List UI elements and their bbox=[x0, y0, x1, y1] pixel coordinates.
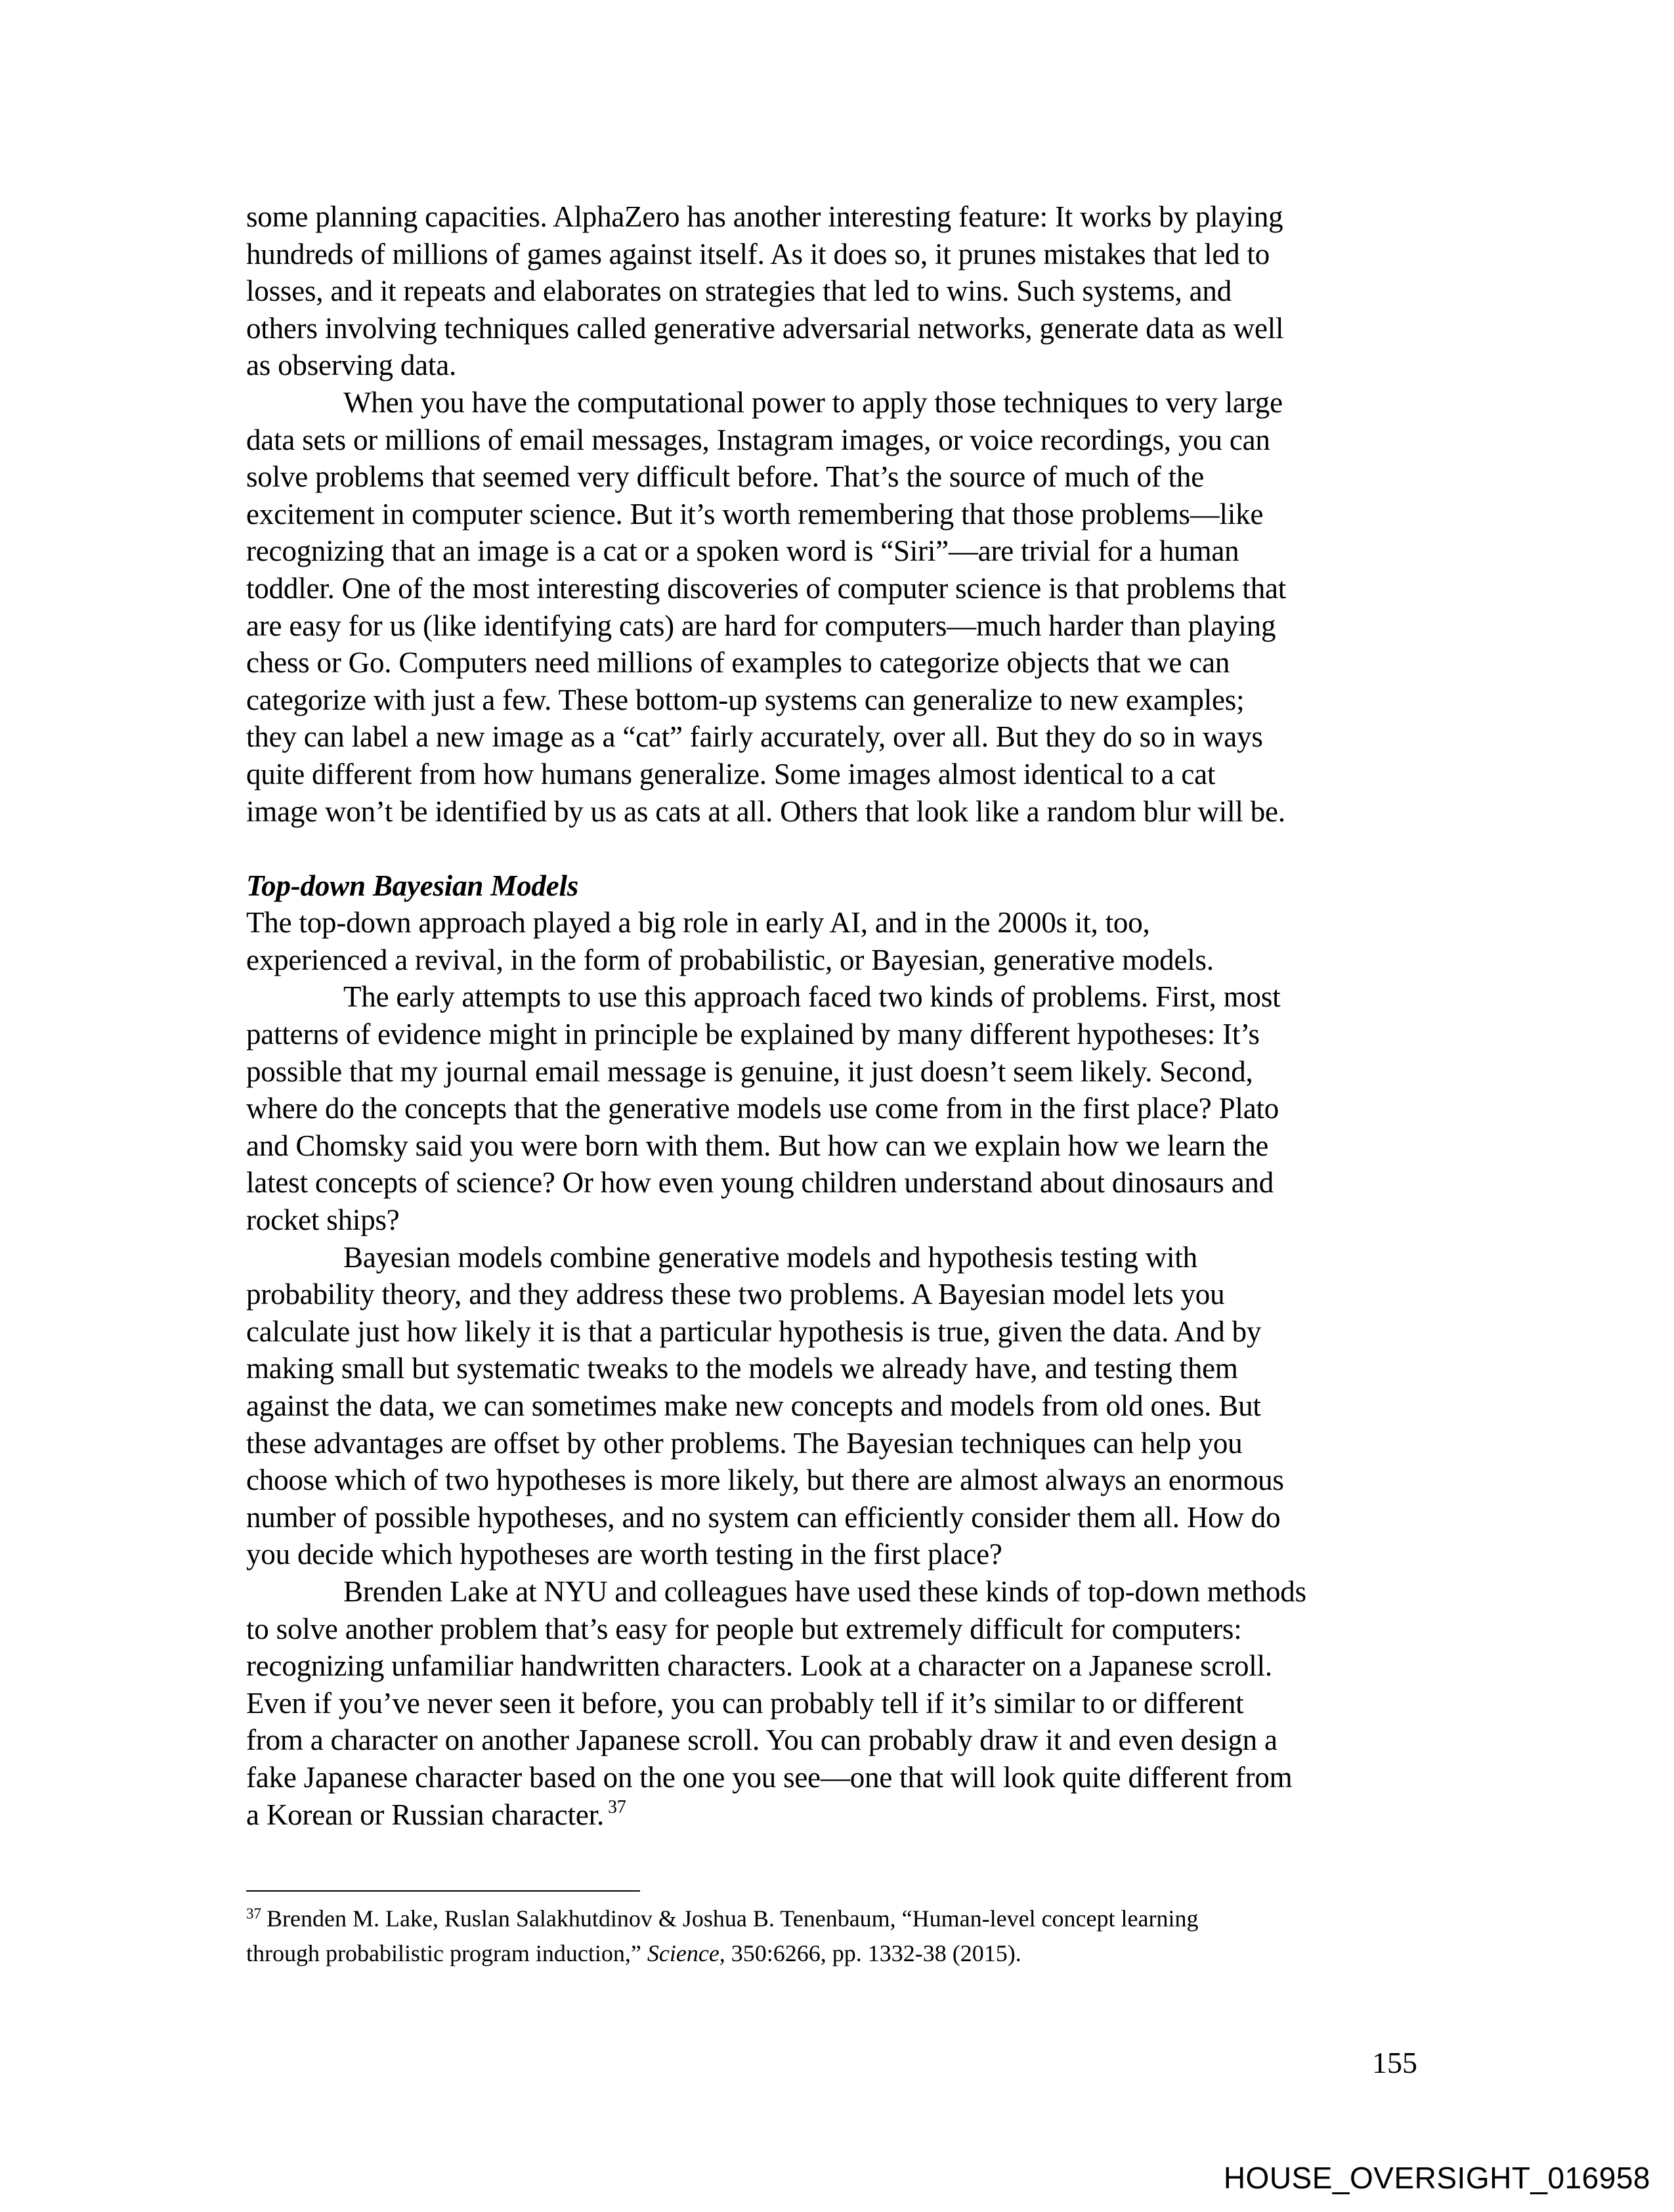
text-line: from a character on another Japanese scroll. You can probably draw it and even design a bbox=[246, 1724, 1277, 1757]
text-line: choose which of two hypotheses is more likely, but there are almost always an enormous bbox=[246, 1464, 1284, 1497]
paragraph bbox=[246, 1239, 1418, 1573]
footnote-journal: Science, bbox=[647, 1940, 725, 1966]
text-line: hundreds of millions of games against itself. As it does so, it prunes mistakes that led to bbox=[246, 237, 1270, 271]
text-line: excitement in computer science. But it’s worth remembering that those problems—like bbox=[246, 497, 1264, 531]
text-line: rocket ships? bbox=[246, 1204, 400, 1237]
text-line: as observing data. bbox=[246, 349, 457, 382]
text-line: experienced a revival, in the form of probabilistic, or Bayesian, generative models. bbox=[246, 943, 1214, 976]
text-line: data sets or millions of email messages, Instagram images, or voice recordings, you can bbox=[246, 423, 1270, 456]
text-line: toddler. One of the most interesting discoveries of computer science is that problems that bbox=[246, 571, 1287, 605]
text-line: Bayesian models combine generative models and hypothesis testing with bbox=[343, 1240, 1197, 1274]
text-line: they can label a new image as a “cat” fairly accurately, over all. But they do so in ways bbox=[246, 720, 1263, 754]
footnote bbox=[246, 1903, 1428, 1969]
text-line: patterns of evidence might in principle be explained by many different hypotheses: It’s bbox=[246, 1018, 1260, 1051]
text-line: some planning capacities. AlphaZero has another interesting feature: It works by playing bbox=[246, 200, 1283, 233]
text-line: losses, and it repeats and elaborates on strategies that led to wins. Such systems, and bbox=[246, 274, 1232, 308]
text-line: chess or Go. Computers need millions of examples to categorize objects that we can bbox=[246, 646, 1230, 680]
text-line: you decide which hypotheses are worth testing in the first place? bbox=[246, 1538, 1002, 1571]
text-line: making small but systematic tweaks to the models we already have, and testing them bbox=[246, 1352, 1238, 1385]
text-line: solve problems that seemed very difficult before. That’s the source of much of the bbox=[246, 460, 1204, 494]
text-line bbox=[246, 1796, 1418, 1838]
text-line: fake Japanese character based on the one you see—one that will look quite different from bbox=[246, 1760, 1293, 1794]
body-text bbox=[246, 198, 1418, 1838]
text-line: to solve another problem that’s easy for people but extremely difficult for computers: bbox=[246, 1612, 1242, 1645]
text-line: number of possible hypotheses, and no system can efficiently consider them all. How do bbox=[246, 1500, 1281, 1534]
footnote-text: Brenden M. Lake, Ruslan Salakhutdinov & Joshua B. Tenenbaum, “Human-level concept learning bbox=[267, 1905, 1199, 1932]
text-line: latest concepts of science? Or how even young children understand about dinosaurs and bbox=[246, 1166, 1274, 1200]
text-line: The top-down approach played a big role in early AI, and in the 2000s it, too, bbox=[246, 906, 1150, 940]
footnote-reference[interactable]: 37 bbox=[608, 1796, 626, 1817]
paragraph bbox=[246, 978, 1418, 1238]
paragraph bbox=[246, 198, 1418, 384]
paragraph bbox=[246, 1573, 1418, 1838]
footnote-line bbox=[246, 1903, 1428, 1938]
footnote-line bbox=[246, 1938, 1428, 1969]
text-line: The early attempts to use this approach faced two kinds of problems. First, most bbox=[343, 980, 1281, 1014]
section-heading: Top-down Bayesian Models bbox=[246, 869, 579, 902]
text-line: these advantages are offset by other problems. The Bayesian techniques can help you bbox=[246, 1426, 1243, 1460]
text-line: categorize with just a few. These bottom-up systems can generalize to new examples; bbox=[246, 683, 1245, 716]
text-line: others involving techniques called generative adversarial networks, generate data as well bbox=[246, 311, 1284, 345]
paragraph bbox=[246, 384, 1418, 830]
text-line: and Chomsky said you were born with them. But how can we explain how we learn the bbox=[246, 1129, 1269, 1162]
footnote-text: 350:6266, pp. 1332-38 (2015). bbox=[725, 1940, 1021, 1966]
text-line: against the data, we can sometimes make new concepts and models from old ones. But bbox=[246, 1389, 1261, 1422]
text-line: image won’t be identified by us as cats at all. Others that look like a random blur will be. bbox=[246, 794, 1285, 828]
text-line-content: a Korean or Russian character. bbox=[246, 1798, 605, 1831]
text-line: Even if you’ve never seen it before, you can probably tell if it’s similar to or different bbox=[246, 1686, 1244, 1720]
footnote-divider bbox=[246, 1890, 640, 1892]
text-line: calculate just how likely it is that a particular hypothesis is true, given the data. And by bbox=[246, 1314, 1262, 1348]
spacer bbox=[246, 830, 1418, 867]
text-line: recognizing unfamiliar handwritten characters. Look at a character on a Japanese scroll. bbox=[246, 1649, 1272, 1683]
footnote-number: 37 bbox=[246, 1905, 261, 1922]
footnote-text: through probabilistic program induction,” bbox=[246, 1940, 647, 1966]
text-line: possible that my journal email message is genuine, it just doesn’t seem likely. Second, bbox=[246, 1054, 1253, 1088]
bates-number: HOUSE_OVERSIGHT_016958 bbox=[1223, 2161, 1650, 2195]
paragraph bbox=[246, 904, 1418, 978]
text-line: probability theory, and they address these two problems. A Bayesian model lets you bbox=[246, 1278, 1225, 1311]
text-line: When you have the computational power to apply those techniques to very large bbox=[343, 385, 1283, 419]
text-line: Brenden Lake at NYU and colleagues have used these kinds of top-down methods bbox=[343, 1574, 1306, 1608]
text-line: are easy for us (like identifying cats) are hard for computers—much harder than playing bbox=[246, 609, 1276, 642]
text-line: recognizing that an image is a cat or a spoken word is “Siri”—are trivial for a human bbox=[246, 534, 1239, 568]
page-number: 155 bbox=[1372, 2046, 1417, 2079]
text-line: where do the concepts that the generative models use come from in the first place? Plato bbox=[246, 1092, 1279, 1125]
text-line: quite different from how humans generalize. Some images almost identical to a cat bbox=[246, 757, 1216, 791]
